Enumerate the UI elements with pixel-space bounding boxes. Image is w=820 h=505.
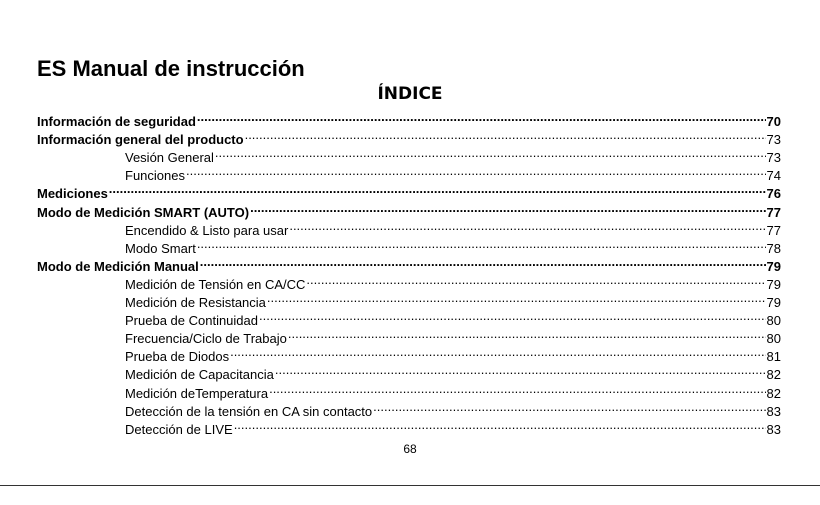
toc-entry-page: 77 [766, 204, 781, 220]
toc-entry[interactable] [125, 416, 781, 437]
toc-entry-label: Detección de LIVE [125, 421, 233, 437]
manual-title: ES Manual de instrucción [37, 56, 305, 81]
toc-entry-label: Medición deTemperatura [125, 385, 269, 401]
toc-entry[interactable] [125, 235, 781, 256]
toc-entry-label: Prueba de Continuidad [125, 313, 258, 329]
toc-dot-leader [234, 416, 766, 434]
toc-entry[interactable] [125, 144, 781, 166]
toc-dot-leader [289, 217, 765, 235]
toc-dot-leader [215, 144, 766, 162]
toc-dot-leader [230, 343, 765, 361]
toc-entry-label: Medición de Capacitancia [125, 367, 274, 383]
toc-entry[interactable] [125, 325, 781, 347]
toc-entry-page: 73 [766, 150, 781, 166]
toc-entry[interactable] [125, 398, 781, 419]
toc-entry[interactable] [37, 126, 781, 148]
toc-dot-leader [197, 235, 766, 253]
toc-entry-label: Frecuencia/Ciclo de Trabajo [125, 331, 287, 347]
toc-entry-page: 70 [766, 114, 781, 129]
toc-dot-leader [259, 307, 766, 325]
toc-entry[interactable] [125, 289, 781, 310]
toc-entry[interactable] [37, 108, 781, 129]
toc-dot-leader [245, 126, 766, 144]
toc-dot-leader [306, 271, 765, 289]
toc-entry-label: Modo Smart [125, 240, 196, 256]
toc-dot-leader [109, 180, 766, 198]
bottom-rule [0, 485, 820, 486]
toc-entry-label: Modo de Medición SMART (AUTO) [37, 204, 250, 220]
toc-dot-leader [373, 398, 765, 416]
toc-entry-page: 78 [766, 240, 781, 256]
toc-entry-page: 74 [766, 168, 781, 184]
toc-entry[interactable] [125, 361, 781, 383]
toc-dot-leader [269, 380, 765, 398]
toc-entry-label: Medición de Resistancia [125, 295, 266, 310]
toc-entry-label: Información de seguridad [37, 114, 196, 129]
toc-entry-page: 80 [766, 331, 781, 347]
toc-entry-page: 79 [766, 258, 781, 274]
toc-entry[interactable] [37, 199, 781, 220]
toc-entry-label: Vesión General [125, 150, 214, 166]
toc-entry-page: 79 [766, 276, 781, 292]
toc-entry[interactable] [125, 162, 781, 184]
toc-dot-leader [200, 253, 766, 271]
toc-entry-label: Funciones [125, 168, 185, 184]
toc-entry-page: 83 [766, 403, 781, 419]
toc-entry-page: 76 [766, 186, 781, 202]
toc-entry-page: 82 [766, 367, 781, 383]
toc-entry[interactable] [37, 253, 781, 274]
toc-entry-page: 73 [766, 132, 781, 148]
toc-entry-label: Modo de Medición Manual [37, 258, 199, 274]
toc-entry[interactable] [125, 271, 781, 292]
toc-dot-leader [267, 289, 766, 307]
toc-entry[interactable] [125, 307, 781, 329]
toc-entry-page: 77 [766, 222, 781, 238]
toc-entry-page: 81 [766, 349, 781, 365]
toc-entry[interactable] [125, 380, 781, 401]
toc-dot-leader [275, 361, 766, 379]
toc-entry[interactable] [125, 343, 781, 365]
toc-entry-label: Detección de la tensión en CA sin contacto [125, 403, 373, 419]
toc-entry-label: Información general del producto [37, 132, 244, 148]
toc-entry-label: Prueba de Diodos [125, 349, 230, 365]
toc-entry-label: Medición de Tensión en CA/CC [125, 276, 306, 292]
toc-entry-label: Mediciones [37, 186, 108, 202]
toc-dot-leader [250, 199, 765, 217]
page-number: 68 [403, 442, 417, 456]
toc-entry-page: 82 [766, 385, 781, 401]
toc-entry[interactable] [125, 217, 781, 238]
toc-entry-page: 80 [766, 313, 781, 329]
toc-dot-leader [197, 108, 766, 126]
toc-entry-page: 83 [766, 421, 781, 437]
toc-entry[interactable] [37, 180, 781, 202]
index-heading: ÍNDICE [377, 84, 443, 104]
toc-entry-page: 79 [766, 295, 781, 310]
toc-entry-label: Encendido & Listo para usar [125, 222, 289, 238]
toc-dot-leader [186, 162, 766, 180]
toc-dot-leader [288, 325, 766, 343]
